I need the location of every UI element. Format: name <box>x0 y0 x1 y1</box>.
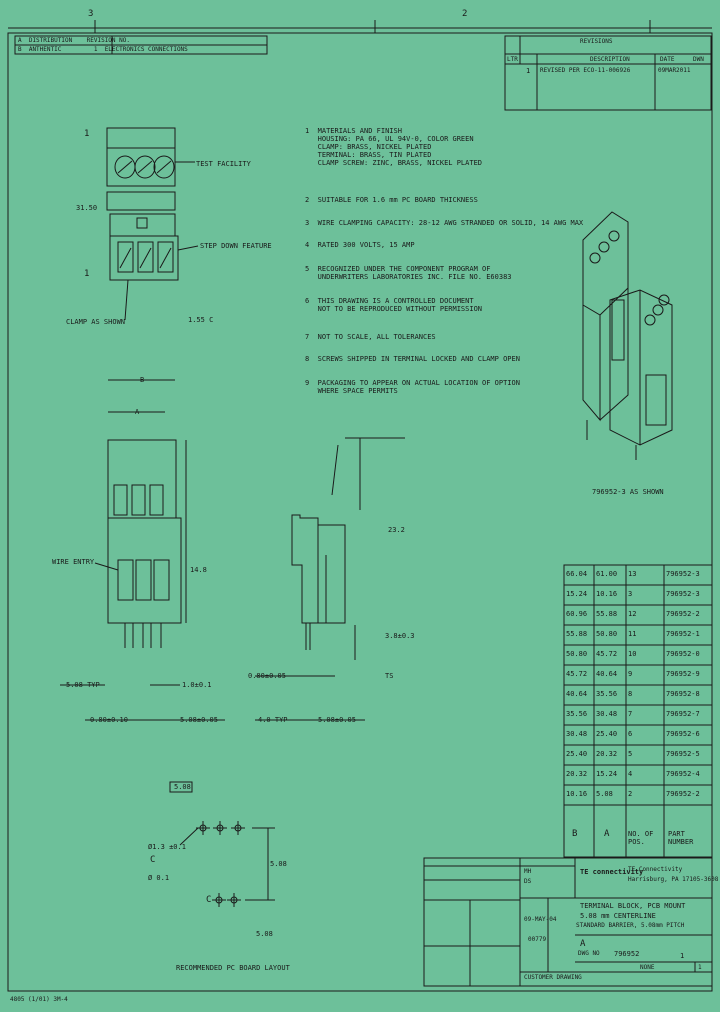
table-cell-a: 35.56 <box>596 690 618 698</box>
revision-title: REVISIONS <box>580 38 613 45</box>
table-cell-part: 796952-5 <box>666 750 700 758</box>
rev-header-desc: DESCRIPTION <box>590 56 630 63</box>
table-cell-n: 3 <box>628 590 633 598</box>
table-cell-n: 6 <box>628 730 633 738</box>
label-test-facility: TEST FACILITY <box>196 160 251 168</box>
table-cell-n: 7 <box>628 710 633 718</box>
table-header-a: A <box>604 829 610 839</box>
table-cell-n: 12 <box>628 610 637 618</box>
table-row <box>564 585 720 602</box>
table-cell-b: 20.32 <box>566 770 588 778</box>
iso-label: 796952-3 AS SHOWN <box>592 488 664 496</box>
table-cell-a: 61.00 <box>596 570 618 578</box>
border-letter-right: 2 <box>462 9 468 19</box>
table-cell-b: 50.80 <box>566 650 588 658</box>
drawing-date: 09-MAY-04 <box>524 916 557 923</box>
dwg-no-label: DWG NO <box>578 950 600 957</box>
table-row <box>564 645 720 662</box>
dim-side-ts: TS <box>385 672 394 680</box>
dim-b: B <box>140 376 145 384</box>
table-cell-part: 796952-2 <box>666 790 700 798</box>
table-cell-part: 796952-3 <box>666 590 700 598</box>
dwg-no: 796952 <box>614 950 640 958</box>
note-3: 3 WIRE CLAMPING CAPACITY: 28-12 AWG STRANDED OR SOLID, 14 AWG MAX <box>305 219 584 227</box>
scale-value: NONE <box>640 964 655 971</box>
table-cell-b: 25.40 <box>566 750 588 758</box>
title-line2: 5.08 mm CENTERLINE <box>580 912 656 920</box>
table-cell-a: 15.24 <box>596 770 618 778</box>
dim-side-height: 23.2 <box>388 526 405 534</box>
revision-tag: 1 <box>680 952 685 960</box>
pcb-dim-right: 5.08 <box>270 860 287 868</box>
table-cell-n: 2 <box>628 790 633 798</box>
header-row2: B ANTHENTIC 1 ELECTRONICS CONNECTIONS <box>18 46 188 53</box>
table-row <box>564 565 720 582</box>
rev-header-ltr: LTR <box>507 56 518 63</box>
table-cell-part: 796952-8 <box>666 690 700 698</box>
note-4: 4 RATED 300 VOLTS, 15 AMP <box>305 241 415 249</box>
table-cell-a: 25.40 <box>596 730 618 738</box>
dim-front-bottom: 5.08±0.05 <box>180 716 218 724</box>
note-8: 8 SCREWS SHIPPED IN TERMINAL LOCKED AND CLAMP OPEN <box>305 355 520 363</box>
note-9: 9 PACKAGING TO APPEAR ON ACTUAL LOCATION OF OPTION WHERE SPACE PERMITS <box>305 379 520 395</box>
pcb-dim-hole2: Ø 0.1 <box>148 874 170 882</box>
table-cell-a: 5.08 <box>596 790 613 798</box>
note-6: 6 THIS DRAWING IS A CONTROLLED DOCUMENT NOT TO BE REPRODUCED WITHOUT PERMISSION <box>305 297 483 313</box>
table-cell-part: 796952-1 <box>666 630 700 638</box>
drawing-code: 00779 <box>528 936 547 943</box>
table-cell-n: 10 <box>628 650 637 658</box>
rev-header-dwn: DWN <box>693 56 704 63</box>
dim-front-pin: 1.0±0.1 <box>182 681 212 689</box>
table-cell-b: 15.24 <box>566 590 588 598</box>
drawn-by: MH <box>524 868 532 875</box>
dim-side-pinlen: 3.8±0.3 <box>385 632 415 640</box>
label-step-down: STEP DOWN FEATURE <box>200 242 272 250</box>
border-letter-left: 3 <box>88 9 94 19</box>
note-1: 1 MATERIALS AND FINISH HOUSING: PA 66, UL 94V-0, COLOR GREEN CLAMP: BRASS, NICKEL PLATED TERMINAL: BRASS, TIN PLATED CLAMP SCREW: ZINC, BRASS, NICKEL PLATED <box>305 127 483 167</box>
dim-side-pinwidth: 0.80±0.05 <box>248 672 286 680</box>
dim-front-side: 14.8 <box>190 566 207 574</box>
company-logo: TE connectivity <box>580 868 644 876</box>
sheet-number: 1 <box>698 964 702 971</box>
pin-label-bottom: 1 <box>84 269 90 279</box>
table-row <box>564 705 720 722</box>
sheet-size: A <box>580 939 586 949</box>
pin-label-top: 1 <box>84 129 90 139</box>
table-row <box>564 605 720 622</box>
dim-clamp: 1.55 C <box>188 316 214 324</box>
table-cell-b: 45.72 <box>566 670 588 678</box>
rev-desc: REVISED PER ECO-11-006926 <box>540 67 631 74</box>
table-cell-a: 30.48 <box>596 710 618 718</box>
pcb-dim-bottom: 5.08 <box>256 930 273 938</box>
table-row <box>564 685 720 702</box>
note-5: 5 RECOGNIZED UNDER THE COMPONENT PROGRAM OF UNDERWRITERS LABORATORIES INC. FILE NO. E60383 <box>305 265 512 281</box>
table-cell-part: 796952-0 <box>666 650 700 658</box>
table-row <box>564 785 720 802</box>
table-row <box>564 765 720 782</box>
table-cell-n: 9 <box>628 670 633 678</box>
table-row <box>564 745 720 762</box>
title-line1: TERMINAL BLOCK, PCB MOUNT <box>580 902 686 910</box>
dim-front-tol: 0.80±0.10 <box>90 716 128 724</box>
dim-a: A <box>135 408 140 416</box>
table-cell-b: 66.04 <box>566 570 588 578</box>
header-row1: A DISTRIBUTION REVISION NO. <box>18 37 130 44</box>
table-cell-part: 796952-2 <box>666 610 700 618</box>
dim-side-pitch: 4.0 TYP <box>258 716 288 724</box>
table-cell-a: 40.64 <box>596 670 618 678</box>
table-cell-b: 35.56 <box>566 710 588 718</box>
title-line3: STANDARD BARRIER, 5.08mm PITCH <box>576 922 685 929</box>
company-name: TE Connectivity <box>628 866 683 873</box>
table-cell-n: 11 <box>628 630 637 638</box>
dim-side-step: 5.08±0.05 <box>318 716 356 724</box>
label-wire-entry: WIRE ENTRY <box>52 558 95 566</box>
company-location: Harrisburg, PA 17105-3608 <box>628 876 719 883</box>
pcb-letter-c2: C <box>206 895 212 905</box>
dim-top-side: 31.50 <box>76 204 98 212</box>
table-cell-a: 55.88 <box>596 610 618 618</box>
pcb-dim-top: 5.08 <box>174 783 191 791</box>
table-cell-a: 50.80 <box>596 630 618 638</box>
table-cell-b: 10.16 <box>566 790 588 798</box>
table-cell-b: 55.88 <box>566 630 588 638</box>
table-row <box>564 725 720 742</box>
checked-by: DS <box>524 878 532 885</box>
table-cell-part: 796952-6 <box>666 730 700 738</box>
customer-drawing: CUSTOMER DRAWING <box>524 974 582 981</box>
table-cell-part: 796952-9 <box>666 670 700 678</box>
table-row <box>564 665 720 682</box>
table-header-part: PART NUMBER <box>668 830 694 846</box>
rev-date: 09MAR2011 <box>658 67 691 74</box>
note-7: 7 NOT TO SCALE, ALL TOLERANCES <box>305 333 436 341</box>
table-cell-a: 45.72 <box>596 650 618 658</box>
rev-ltr: 1 <box>526 67 531 75</box>
table-cell-b: 60.96 <box>566 610 588 618</box>
note-2: 2 SUITABLE FOR 1.6 mm PC BOARD THICKNESS <box>305 196 478 204</box>
dim-front-pitch: 5.08 TYP <box>66 681 100 689</box>
table-header-b: B <box>572 829 578 839</box>
label-clamp: CLAMP AS SHOWN <box>66 318 126 326</box>
table-cell-a: 10.16 <box>596 590 618 598</box>
table-cell-part: 796952-4 <box>666 770 700 778</box>
table-cell-part: 796952-7 <box>666 710 700 718</box>
table-cell-n: 13 <box>628 570 637 578</box>
table-cell-b: 30.48 <box>566 730 588 738</box>
table-row <box>564 625 720 642</box>
pcb-label: RECOMMENDED PC BOARD LAYOUT <box>176 964 290 972</box>
pcb-dim-hole: Ø1.3 ±0.1 <box>148 843 186 851</box>
table-cell-n: 4 <box>628 770 633 778</box>
rev-header-date: DATE <box>660 56 675 63</box>
pcb-letter-c1: C <box>150 855 156 865</box>
table-cell-part: 796952-3 <box>666 570 700 578</box>
footer-stamp: 4805 (1/01) 3M-4 <box>10 996 68 1003</box>
table-cell-n: 8 <box>628 690 633 698</box>
table-cell-n: 5 <box>628 750 633 758</box>
table-cell-a: 20.32 <box>596 750 618 758</box>
table-header-n: NO. OF POS. <box>628 830 654 846</box>
table-cell-b: 40.64 <box>566 690 588 698</box>
